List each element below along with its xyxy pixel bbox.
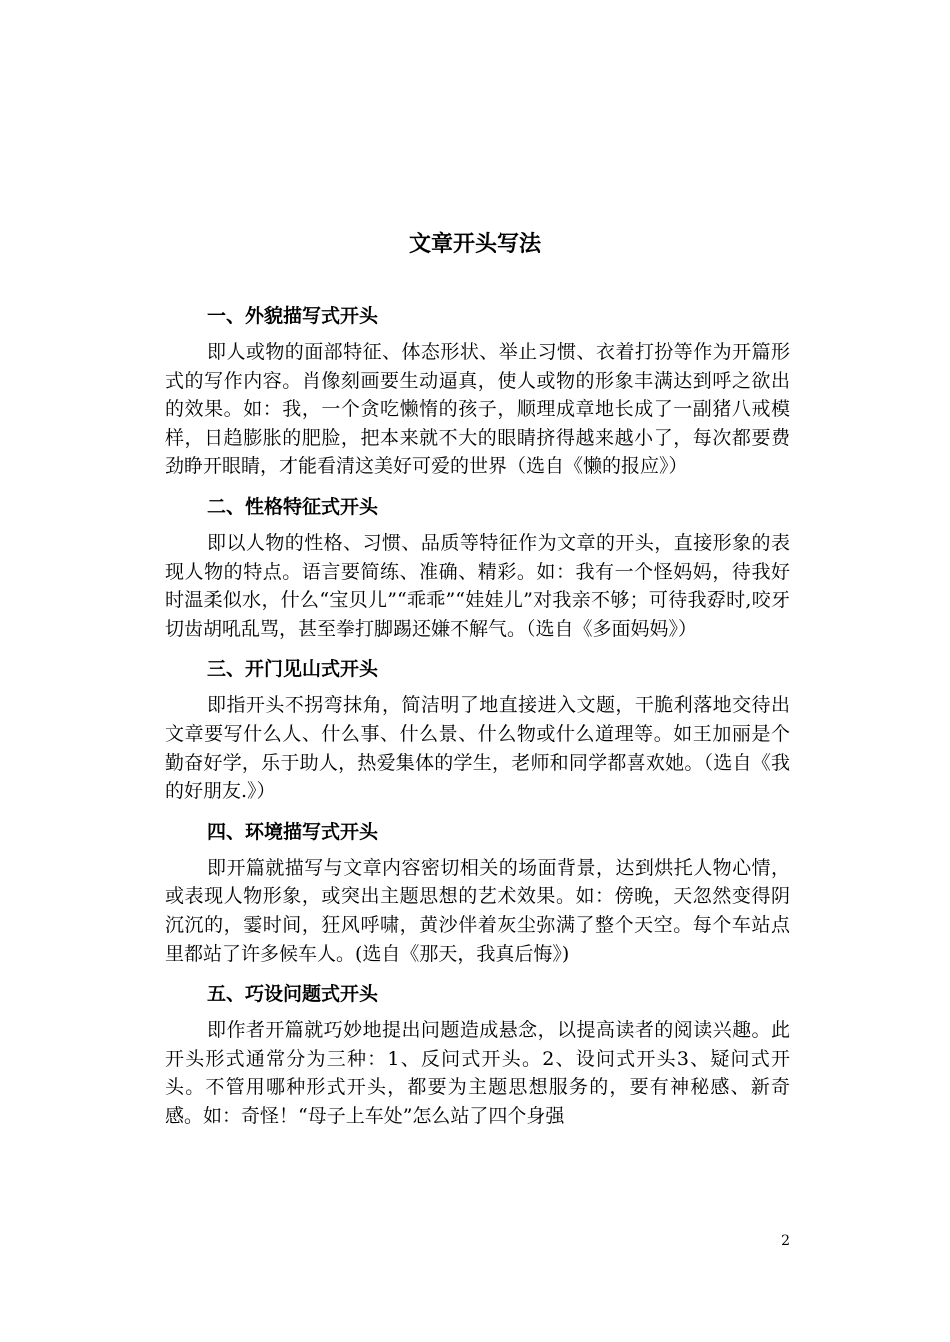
section-paragraph: 即作者开篇就巧妙地提出问题造成悬念，以提高读者的阅读兴趣。此开头形式通常分为三种：1、反问式开头。2、设问式开头3、疑问式开头。不管用哪种形式开头，都要为主题思想服务的，要有神秘感、新奇感。如：奇怪！“母子上车处”怎么站了四个身强 xyxy=(165,1019,790,1127)
section-direct-opening xyxy=(165,649,790,811)
section-paragraph: 即开篇就描写与文章内容密切相关的场面背景，达到烘托人物心情，或表现人物形象，或突出主题思想的艺术效果。如：傍晚，天忽然变得阴沉沉的，霎时间，狂风呼啸，黄沙伴着灰尘弥满了整个天空。每个车站点里都站了许多候车人。(选自《那天，我真后悔》) xyxy=(165,856,790,965)
section-personality xyxy=(165,487,790,649)
section-environment xyxy=(165,812,790,974)
section-heading: 四、环境描写式开头 xyxy=(207,820,379,843)
section-paragraph: 即人或物的面部特征、体态形状、举止习惯、衣着打扮等作为开篇形式的写作内容。肖像刻画要生动逼真，使人或物的形象丰满达到呼之欲出的效果。如：我，一个贪吃懒惰的孩子，顺理成章地长成了一副猪八戒模样，日趋膨胀的肥脸，把本来就不大的眼睛挤得越来越小了，每次都要费劲睁开眼睛，才能看清这美好可爱的世界（选自《懒的报应》） xyxy=(165,341,790,478)
section-paragraph: 即指开头不拐弯抹角，简洁明了地直接进入文题，干脆利落地交待出文章要写什么人、什么事、什么景、什么物或什么道理等。如王加丽是个勤奋好学，乐于助人，热爱集体的学生，老师和同学都喜欢她。（选自《我的好朋友.》） xyxy=(165,694,790,803)
section-heading: 二、性格特征式开头 xyxy=(207,495,379,518)
section-heading: 一、外貌描写式开头 xyxy=(207,305,379,327)
section-heading: 三、开门见山式开头 xyxy=(207,658,379,681)
section-appearance xyxy=(165,296,790,487)
document-title: 文章开头写法 xyxy=(408,232,541,257)
page-number: 2 xyxy=(781,1233,790,1249)
section-heading: 五、巧设问题式开头 xyxy=(207,983,379,1006)
section-paragraph: 即以人物的性格、习惯、品质等特征作为文章的开头，直接形象的表现人物的特点。语言要简练、准确、精彩。如：我有一个怪妈妈，待我好时温柔似水，什么“宝贝儿”“乖乖”“娃娃儿”对我亲不够；可待我孬时,咬牙切齿胡吼乱骂，甚至拳打脚踢还嫌不解气。（选自《多面妈妈》） xyxy=(165,531,790,640)
document-body xyxy=(165,296,790,1136)
section-question xyxy=(165,974,790,1136)
